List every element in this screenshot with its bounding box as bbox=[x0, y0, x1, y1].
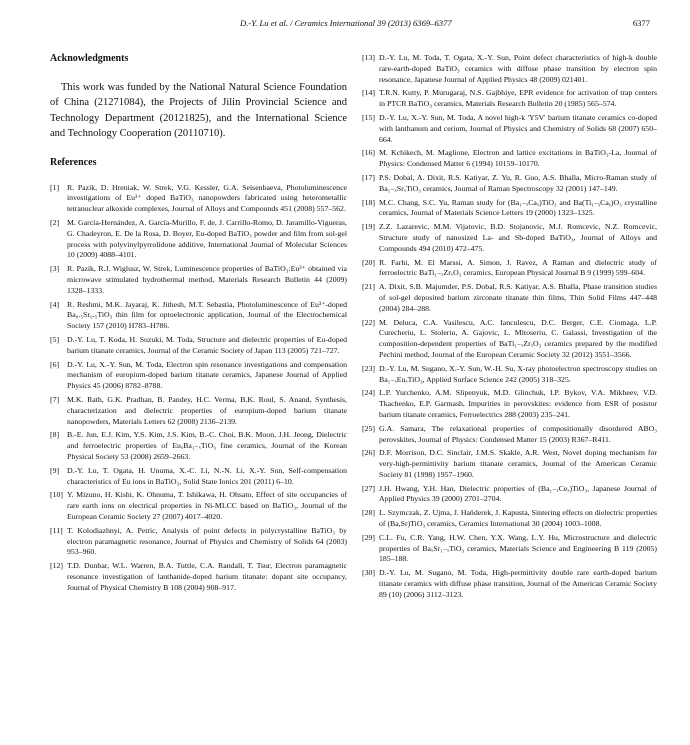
right-column bbox=[362, 53, 657, 604]
reference-item bbox=[362, 388, 657, 420]
reference-item bbox=[50, 526, 347, 558]
reference-text: B.-E. Jun, E.J. Kim, Y.S. Kim, J.S. Kim, B.-C. Choi, B.K. Moon, J.H. Jeong, Dielectric and ferroelectric properties of EuₓBa₁₋ₓTiO₃ fine ceramics, Journal of the Korean Physical Society 53 (2008) 2659–2663. bbox=[67, 430, 347, 461]
reference-text: R. Farhi, M. El Marssi, A. Simon, J. Ravez, A Raman and dielectric study of ferroelectric BaTi₁₋ₓZrₓO₃ ceramics, European Physical Journal B 9 (1999) 599–604. bbox=[379, 257, 657, 278]
reference-list-right bbox=[362, 53, 657, 601]
reference-number: [18] bbox=[362, 197, 375, 207]
reference-number: [12] bbox=[50, 561, 63, 571]
reference-text: D.-Y. Lu, X.-Y. Sun, M. Toda, Electron spin resonance investigations and compensation mechanism of europium-doped barium titanate ceramics, Japanese Journal of Applied Physics 45 (2006) 8782–8788. bbox=[67, 359, 347, 391]
reference-item bbox=[50, 218, 347, 261]
reference-item bbox=[362, 484, 657, 506]
reference-number: [19] bbox=[362, 222, 375, 232]
left-column bbox=[50, 53, 347, 597]
reference-text: M.K. Rath, G.K. Pradhan, B. Pandey, H.C. Verma, B.K. Roul, S. Anand, Synthesis, characterization and dielectric properties of europium-doped barium titanate nanopowders, Materials Letters 62 (2008) 2136–2139. bbox=[67, 394, 347, 426]
reference-item bbox=[362, 568, 657, 600]
reference-text: J.H. Hwang, Y.H. Han, Dielectric properties of (Ba₁₋ₓCeₓ)TiO₃, Japanese Journal of Applied Physics 39 (2000) 2701–2704. bbox=[379, 483, 657, 504]
reference-text: D.-Y. Lu, M. Sugano, X.-Y. Sun, W.-H. Su, X-ray photoelectron spectroscopy studies on Ba₁₋ₓEuₓTiO₃, Applied Surface Science 242 (2005) 318–325. bbox=[379, 363, 657, 384]
reference-number: [3] bbox=[50, 264, 60, 274]
reference-number: [20] bbox=[362, 257, 375, 267]
reference-text: L.P. Yurchenko, A.M. Slipenyuk, M.D. Glinchuk, I.P. Bykov, V.A. Mikheev, V.D. Tkachenko, E.P. Garmash, Impurities in perovskites: evidence from ESR of posistor barium titanate ceramics, Ferroelectrics 288 (2003) 235–241. bbox=[379, 388, 657, 419]
reference-number: [27] bbox=[362, 483, 375, 493]
reference-number: [15] bbox=[362, 112, 375, 122]
reference-number: [1] bbox=[50, 182, 60, 192]
reference-item bbox=[362, 148, 657, 170]
reference-text: T. Kolodiazhnyi, A. Petric, Analysis of point defects in polycrystalline BaTiO₃ by electron paramagnetic resonance, Journal of Physics and Chemistry of Solids 64 (2003) 953–960. bbox=[67, 525, 347, 557]
reference-number: [29] bbox=[362, 532, 375, 542]
reference-text: A. Dixit, S.B. Majumder, P.S. Dobal, R.S. Katiyar, A.S. Bhalla, Phase transition studies of sol-gel deposited barium zirconate titanate thin films, Thin Solid Films 447–448 (2004) 284–288. bbox=[379, 282, 657, 313]
reference-text: D.-Y. Lu, X.-Y. Sun, M. Toda, A novel high-k 'Y5V' barium titanate ceramics co-doped with lanthanum and cerium, Journal of Physics and Chemistry of Solids 68 (2007) 650–664. bbox=[379, 112, 657, 144]
reference-number: [25] bbox=[362, 423, 375, 433]
reference-item bbox=[50, 335, 347, 357]
reference-item bbox=[362, 282, 657, 314]
reference-text: D.-Y. Lu, M. Sugano, M. Toda, High-permittivity double rare earth-doped barium titanate ceramics with diffuse phase transition, Journal of the American Ceramic Society 89 (10) (2006) 3112–3123. bbox=[379, 568, 657, 599]
reference-item bbox=[50, 360, 347, 392]
reference-text: D.-Y. Lu, T. Koda, H. Suzuki, M. Toda, Structure and dielectric properties of Eu-doped barium titanate ceramics, Journal of the Ceramic Society of Japan 113 (2005) 721–727. bbox=[67, 334, 347, 355]
reference-number: [8] bbox=[50, 430, 60, 440]
reference-number: [11] bbox=[50, 525, 63, 535]
reference-text: M. Kchikech, M. Maglione, Electron and lattice excitations in BaTiO₃-La, Journal of Physics: Condensed Matter 6 (1994) 10159–10170. bbox=[379, 148, 657, 169]
reference-item bbox=[362, 258, 657, 280]
references-heading: References bbox=[50, 156, 97, 168]
reference-item bbox=[362, 198, 657, 220]
reference-number: [6] bbox=[50, 359, 60, 369]
reference-text: C.L. Fu, C.R. Yang, H.W. Chen, Y.X. Wang, L.Y. Hu, Microstructure and dielectric properties of BaₓSr₁₋ₓTiO₃ ceramics, Materials Science and Engineering B 119 (2005) 185–188. bbox=[379, 532, 657, 564]
reference-text: L. Szymczak, Z. Ujma, J. Hańderek, J. Kapusta, Sintering effects on dielectric properties of (Ba,Sr)TiO₃ ceramics, Ceramics International 30 (2004) 1003–1008. bbox=[379, 508, 657, 529]
reference-item bbox=[362, 364, 657, 386]
reference-item bbox=[50, 561, 347, 593]
reference-item bbox=[50, 490, 347, 522]
reference-item bbox=[50, 300, 347, 332]
reference-item bbox=[362, 318, 657, 361]
reference-item bbox=[362, 173, 657, 195]
reference-text: T.D. Dunbar, W.L. Warren, B.A. Tuttle, C.A. Randall, T. Tsur, Electron paramagnetic resonance investigation of lanthanide-doped barium titanate: dopant site occupancy, Journal of Physical Chemistry B 108 (2004) 908–917. bbox=[67, 561, 347, 592]
reference-text: M. Deluca, C.A. Vasilescu, A.C. Ianculescu, D.C. Berger, C.E. Ciomaga, L.P. Curecheriu, L. Stoleriu, A. Gajovic, L. Mitoseriu, C. Galassi, Investigation of the composition-dependent properties of BaTi₁₋ₓZrₓO₃ ceramics prepared by the modified Pechini method, Journal of the European Ceramic Society 32 (2012) 3551–3566. bbox=[379, 317, 657, 359]
reference-text: R. Pazik, D. Hreniak, W. Strek, V.G. Kessler, G.A. Seisenbaeva, Photoluminescence investigations of Eu³⁺ doped BaTiO₃ nanopowders fabricated using heterometallic tetranuclear alkoxide complexes, Journal of Alloys and Compounds 451 (2008) 557–562. bbox=[67, 182, 347, 214]
acknowledgments-heading: Acknowledgments bbox=[50, 53, 129, 64]
reference-number: [24] bbox=[362, 388, 375, 398]
reference-item bbox=[50, 264, 347, 296]
running-title: D.-Y. Lu et al. / Ceramics International 39 (2013) 6369–6377 bbox=[240, 18, 452, 28]
reference-item bbox=[362, 508, 657, 530]
reference-number: [17] bbox=[362, 172, 375, 182]
reference-text: Y. Mizuno, H. Kishi, K. Ohnuma, T. Ishikawa, H. Ohsato, Effect of site occupancies of rare earth ions on electrical properties in Ni-MLCC based on BaTiO₃, Journal of the European Ceramic Society 27 (2007) 4017–4020. bbox=[67, 490, 347, 521]
reference-number: [7] bbox=[50, 394, 60, 404]
reference-text: M.C. Chang, S.C. Yu, Raman study for (Ba₁₋ₓCaₓ)TiO₃ and Ba(Ti₁₋ᵧCaᵧ)O₃ crystalline ceramics, Journal of Materials Science Letters 19 (2000) 1323–1325. bbox=[379, 197, 657, 218]
reference-text: R. Pazik, R.J. Wiglusz, W. Strek, Luminescence properties of BaTiO₃:Eu³⁺ obtained via microwave stimulated hydrothermal method, Materials Research Bulletin 44 (2009) 1328–1333. bbox=[67, 264, 347, 295]
reference-text: D.-Y. Lu, T. Ogata, H. Unuma, X.-C. Li, N.-N. Li, X.-Y. Sun, Self-compensation characteristics of Eu ions in BaTiO₃, Solid State Ionics 201 (2011) 6–10. bbox=[67, 465, 347, 486]
reference-text: G.A. Samara, The relaxational properties of compositionally disordered ABO₃ perovskites, Journal of Physics: Condensed Matter 15 (2003) R367–R411. bbox=[379, 423, 657, 444]
page-number: 6377 bbox=[632, 18, 650, 28]
reference-item bbox=[50, 466, 347, 488]
reference-item bbox=[50, 395, 347, 427]
reference-number: [5] bbox=[50, 334, 60, 344]
reference-item bbox=[362, 424, 657, 446]
reference-text: R. Reshmi, M.K. Jayaraj, K. Jithesh, M.T. Sebastia, Photoluminescence of Eu³⁺-doped Ba₀.₅Sr₀.₅TiO₃ thin film for optoelectronic application, Journal of the Electrochemical Society 157 (2010) H783–H786. bbox=[67, 299, 347, 331]
reference-number: [23] bbox=[362, 363, 375, 373]
reference-number: [2] bbox=[50, 218, 60, 228]
reference-text: D.-Y. Lu, M. Toda, T. Ogata, X.-Y. Sun, Point defect characteristics of high-k double rare-earth-doped BaTiO₃ ceramics with diffuse phase transition by electron spin resonance, Japanese Journal of Applied Physics 48 (2009) 021401. bbox=[379, 53, 657, 84]
reference-item bbox=[362, 448, 657, 480]
reference-number: [21] bbox=[362, 282, 375, 292]
reference-text: D.F. Morrison, D.C. Sinclair, J.M.S. Skakle, A.R. West, Novel doping mechanism for very-high-permittivity barium titanate ceramics, Journal of the American Ceramic Society 81 (1998) 1957–1960. bbox=[379, 448, 657, 479]
reference-text: T.R.N. Kutty, P. Murugaraj, N.S. Gajbhiye, EPR evidence for activation of trap centers in PTCR BaTiO₃ ceramics, Materials Research Bulletin 20 (1985) 565–574. bbox=[379, 88, 657, 109]
reference-text: Z.Z. Lazarevic, M.M. Vijatovic, B.D. Stojanovic, M.J. Romcevic, N.Z. Romcevic, Structure study of nanosized La- and Sb-doped BaTiO₃, Journal of Alloys and Compounds 494 (2010) 472–475. bbox=[379, 222, 657, 253]
reference-text: P.S. Dobal, A. Dixit, R.S. Katiyar, Z. Yu, R. Guo, A.S. Bhalla, Micro-Raman study of Ba₁₋ₓSrₓTiO₃ ceramics, Journal of Raman Spectroscopy 32 (2001) 147–149. bbox=[379, 172, 657, 193]
reference-number: [9] bbox=[50, 465, 60, 475]
reference-item bbox=[362, 88, 657, 110]
reference-item bbox=[362, 53, 657, 85]
reference-text: M. García-Hernández, A. García-Murillo, F. de, J. Carrillo-Romo, D. Jaramillo-Vigueras, G. Chadeyron, E. De la Rosa, D. Boyer, Eu-doped BaTiO₃ powder and film from sol-gel process with polyvinylpyrrolidone additive, International Journal of Molecular Sciences 10 (2009) 4088–4101. bbox=[67, 218, 347, 260]
reference-number: [22] bbox=[362, 317, 375, 327]
reference-number: [16] bbox=[362, 148, 375, 158]
reference-item bbox=[50, 183, 347, 215]
reference-list-left bbox=[50, 183, 347, 594]
running-header bbox=[0, 18, 690, 32]
acknowledgments-text: This work was funded by the National Natural Science Foundation of China (21271084), the Projects of Jilin Provincial Science and Technology Department (20121825), and the International Science and Technology Cooperation (20110710). bbox=[50, 82, 347, 140]
reference-number: [14] bbox=[362, 88, 375, 98]
reference-item bbox=[50, 430, 347, 462]
reference-number: [4] bbox=[50, 299, 60, 309]
reference-item bbox=[362, 222, 657, 254]
reference-item bbox=[362, 113, 657, 145]
reference-number: [10] bbox=[50, 490, 63, 500]
reference-item bbox=[362, 533, 657, 565]
reference-number: [28] bbox=[362, 508, 375, 518]
reference-number: [30] bbox=[362, 568, 375, 578]
reference-number: [26] bbox=[362, 448, 375, 458]
reference-number: [13] bbox=[362, 53, 375, 62]
